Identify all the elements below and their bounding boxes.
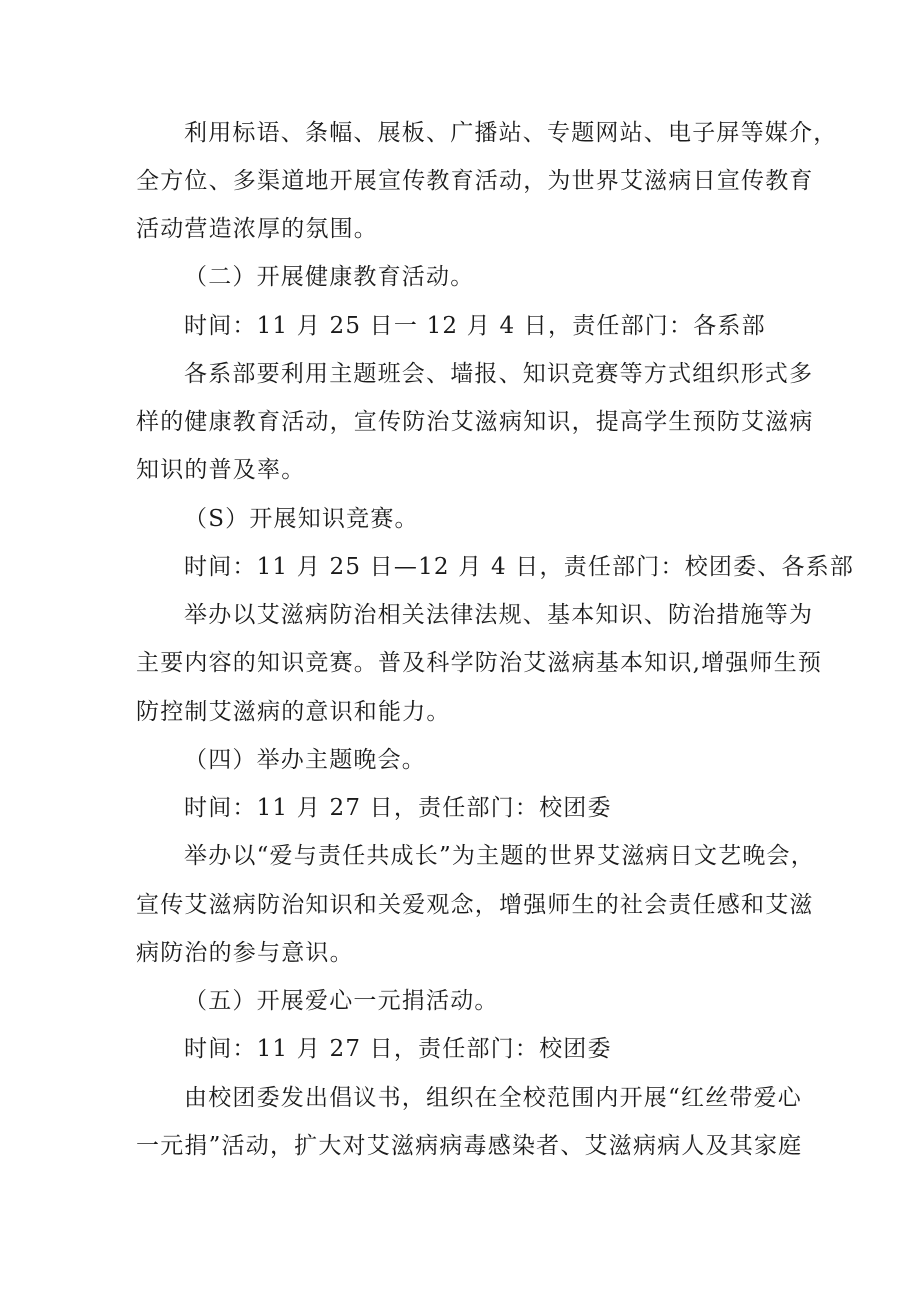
paragraph-2-line-2: 样的健康教育活动，宣传防治艾滋病知识，提高学生预防艾滋病	[136, 409, 814, 435]
section-heading-3: （S）开展知识竞赛。	[184, 506, 419, 532]
paragraph-1-line-1: 利用标语、条幅、展板、广播站、专题网站、电子屏等媒介，	[184, 120, 838, 146]
section-time-5: 时间：11 月 27 日，责任部门：校团委	[184, 1036, 612, 1062]
paragraph-5-line-2: 一元捐”活动，扩大对艾滋病病毒感染者、艾滋病病人及其家庭	[136, 1133, 803, 1159]
paragraph-3-line-2: 主要内容的知识竞赛。普及科学防治艾滋病基本知识,增强师生预	[136, 650, 823, 676]
paragraph-4-line-3: 病防治的参与意识。	[136, 940, 354, 966]
section-heading-4: （四）举办主题晚会。	[184, 747, 426, 773]
section-time-2: 时间：11 月 25 日一 12 月 4 日，责任部门：各系部	[184, 313, 766, 339]
section-heading-5: （五）开展爱心一元捐活动。	[184, 988, 499, 1014]
paragraph-5-line-1: 由校团委发出倡议书，组织在全校范围内开展“红丝带爱心	[184, 1085, 802, 1111]
paragraph-2-line-3: 知识的普及率。	[136, 457, 306, 483]
section-time-3: 时间：11 月 25 日—12 月 4 日，责任部门：校团委、各系部	[184, 554, 855, 580]
paragraph-4-line-1: 举办以“爱与责任共成长”为主题的世界艾滋病日文艺晚会，	[184, 843, 815, 869]
section-heading-2: （二）开展健康教育活动。	[184, 264, 475, 290]
paragraph-1-line-2: 全方位、多渠道地开展宣传教育活动，为世界艾滋病日宣传教育	[136, 168, 814, 194]
section-time-4: 时间：11 月 27 日，责任部门：校团委	[184, 795, 612, 821]
paragraph-3-line-3: 防控制艾滋病的意识和能力。	[136, 699, 451, 725]
paragraph-3-line-1: 举办以艾滋病防治相关法律法规、基本知识、防治措施等为	[184, 602, 814, 628]
paragraph-4-line-2: 宣传艾滋病防治知识和关爱观念，增强师生的社会责任感和艾滋	[136, 892, 814, 918]
paragraph-2-line-1: 各系部要利用主题班会、墙报、知识竞赛等方式组织形式多	[184, 361, 814, 387]
paragraph-1-line-3: 活动营造浓厚的氛围。	[136, 216, 378, 242]
